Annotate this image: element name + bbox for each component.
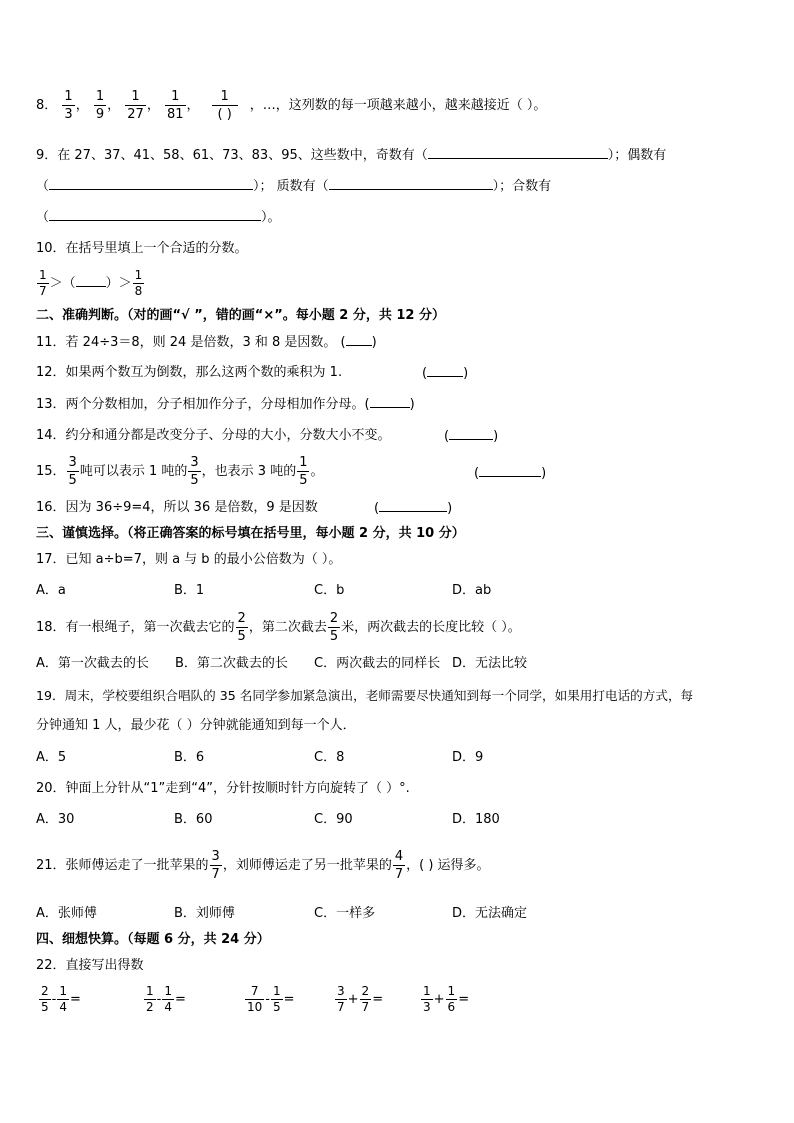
q9-text: ）。 [261,210,281,225]
option-d[interactable]: D．无法确定 [452,906,528,921]
option-d[interactable]: D．9 [452,750,484,765]
expression: $\frac{7}{10}$ - $\frac{1}{5}$ = [247,984,295,1014]
fraction: $\frac{1}{7}$ [39,268,47,298]
equals-sign: = [458,992,470,1007]
fraction: $\frac{1}{4}$ [59,984,67,1014]
question-12: 12．如果两个数互为倒数，那么这两个数的乘积为 1. [36,365,343,380]
option-c[interactable]: C．两次截去的同样长 [314,656,441,671]
question-16: 16．因为 36÷9=4，所以 36 是倍数，9 是因数 [36,500,318,515]
fraction: $\frac{1}{27}$ [127,89,144,122]
question-10-compare: $\frac{1}{7}$ ＞（ ）＞ $\frac{1}{8}$ [39,268,143,298]
equals-sign: = [174,992,186,1007]
fraction: $\frac{3}{5}$ [68,455,77,488]
fraction: $\frac{1}{5}$ [272,984,281,1014]
q9-text: ）；合数有 [492,179,552,194]
q9-text: ）；偶数有 [607,148,667,163]
option-a[interactable]: A．第一次截去的长 [36,656,149,671]
expression: $\frac{2}{5}$ - $\frac{1}{4}$ = [41,984,81,1014]
fraction: $\frac{1}{5}$ [299,455,308,488]
fraction: $\frac{2}{5}$ [41,984,49,1014]
fraction: $\frac{2}{7}$ [361,984,370,1014]
fraction: $\frac{2}{5}$ [329,611,339,644]
option-b[interactable]: B．6 [174,750,205,765]
answer-blank[interactable] [449,427,493,440]
question-9-line2 [36,177,551,196]
answer-blank[interactable] [379,499,447,512]
fraction: $\frac{7}{10}$ [247,984,263,1014]
question-8: 8． $\frac{1}{3}$ ， $\frac{1}{9}$ ， $\frac{1}{27}$ ， $\frac{1}{81}$ ， 1 ( ) ，…，这列数的每一项越来越小，越来越接近（ ）。 [36,89,547,122]
fraction: $\frac{1}{8}$ [134,268,143,298]
option-b[interactable]: B．60 [174,812,213,827]
answer-blank[interactable] [49,208,261,221]
fraction: $\frac{1}{81}$ [166,89,184,122]
option-c[interactable]: C．一样多 [314,906,376,921]
fraction: $\frac{1}{9}$ [95,89,105,122]
option-c[interactable]: C．90 [314,812,353,827]
fraction: $\frac{3}{7}$ [211,849,220,882]
q9-text: （ [36,210,50,225]
option-a[interactable]: A．a [36,583,66,598]
fraction: $\frac{4}{7}$ [394,849,404,882]
question-16-answer: ( ) [374,501,453,516]
question-14: 14．约分和通分都是改变分子、分母的大小，分数大小不变。 [36,428,391,443]
fraction: $\frac{1}{3}$ [64,89,73,122]
fraction: $\frac{3}{5}$ [190,455,199,488]
equals-sign: = [283,992,295,1007]
question-19-line2: 分钟通知 1 人，最少花（ ）分钟就能通知到每一个人． [36,718,356,733]
fraction: $\frac{3}{7}$ [337,984,345,1014]
q9-text: 9．在 27、37、41、58、61、73、83、95、这些数中，奇数有（ [36,148,428,163]
question-22: 22．直接写出得数 [36,958,144,973]
equals-sign: = [69,992,81,1007]
fraction: $\frac{1}{4}$ [164,984,172,1014]
q8-tail: ，…，这列数的每一项越来越小，越来越接近（ ）。 [249,98,547,113]
option-c[interactable]: C．8 [314,750,345,765]
q9-text: ）； 质数有（ [253,179,329,194]
section-3-heading: 三、谨慎选择。（将正确答案的标号填在括号里，每小题 2 分，共 10 分） [36,526,465,541]
question-9-line3 [36,208,281,227]
answer-blank[interactable] [427,364,463,377]
question-20: 20．钟面上分针从“1”走到“4”，分针按顺时针方向旋转了（ ）°. [36,781,410,796]
option-b[interactable]: B．第二次截去的长 [175,656,288,671]
answer-blank[interactable] [479,464,541,477]
question-10: 10．在括号里填上一个合适的分数。 [36,241,248,256]
answer-blank[interactable] [76,274,106,287]
answer-blank[interactable] [428,146,608,159]
option-d[interactable]: D．180 [452,812,500,827]
equals-sign: = [372,992,384,1007]
q9-text: （ [36,179,50,194]
option-a[interactable]: A．5 [36,750,67,765]
fraction: $\frac{1}{3}$ [423,984,431,1014]
question-15: 15． $\frac{3}{5}$ 吨可以表示 1 吨的 $\frac{3}{5}$ ，也表示 3 吨的 $\frac{1}{5}$ 。 [36,455,324,488]
question-18: 18．有一根绳子，第一次截去它的 $\frac{2}{5}$ ，第二次截去 $\frac{2}{5}$ 米，两次截去的长度比较（ ）。 [36,611,521,644]
question-11: 11．若 24÷3＝8，则 24 是倍数，3 和 8 是因数。 ( ) [36,335,377,350]
fraction: $\frac{2}{5}$ [237,611,246,644]
question-12-answer: ( ) [422,366,469,381]
option-b[interactable]: B．刘师傅 [174,906,235,921]
question-19-line1: 19．周末，学校要组织合唱队的 35 名同学参加紧急演出，老师需要尽快通知到每一个同学，如果用打电话的方式，每 [36,688,694,703]
fraction-blank: 1 ( ) [205,88,245,123]
question-13: 13．两个分数相加，分子相加作分子，分母相加作分母。( ) [36,397,415,412]
section-2-heading: 二、准确判断。（对的画“√ ”，错的画“×”。每小题 2 分，共 12 分） [36,308,446,323]
question-17: 17．已知 a÷b=7，则 a 与 b 的最小公倍数为（ ）。 [36,552,342,567]
fraction: $\frac{1}{6}$ [447,984,456,1014]
option-d[interactable]: D．ab [452,583,492,598]
option-a[interactable]: A．张师傅 [36,906,97,921]
fraction: $\frac{1}{2}$ [146,984,154,1014]
q8-number: 8． [36,98,58,113]
question-15-answer: ( ) [474,466,547,481]
answer-blank[interactable] [49,177,253,190]
question-21: 21．张师傅运走了一批苹果的 $\frac{3}{7}$ ，刘师傅运走了另一批苹果的 $\frac{4}{7}$ ，( ) 运得多。 [36,849,490,882]
expression: $\frac{3}{7}$ + $\frac{2}{7}$ = [337,984,384,1014]
option-b[interactable]: B．1 [174,583,205,598]
expression: $\frac{1}{2}$ - $\frac{1}{4}$ = [146,984,186,1014]
option-c[interactable]: C．b [314,583,345,598]
question-14-answer: ( ) [444,429,499,444]
question-9-line1 [36,146,666,165]
expression: $\frac{1}{3}$ + $\frac{1}{6}$ = [423,984,470,1014]
answer-blank[interactable] [370,395,410,408]
answer-blank[interactable] [329,177,493,190]
option-d[interactable]: D．无法比较 [452,656,528,671]
section-4-heading: 四、细想快算。（每题 6 分，共 24 分） [36,932,270,947]
answer-blank[interactable] [346,333,372,346]
option-a[interactable]: A．30 [36,812,75,827]
